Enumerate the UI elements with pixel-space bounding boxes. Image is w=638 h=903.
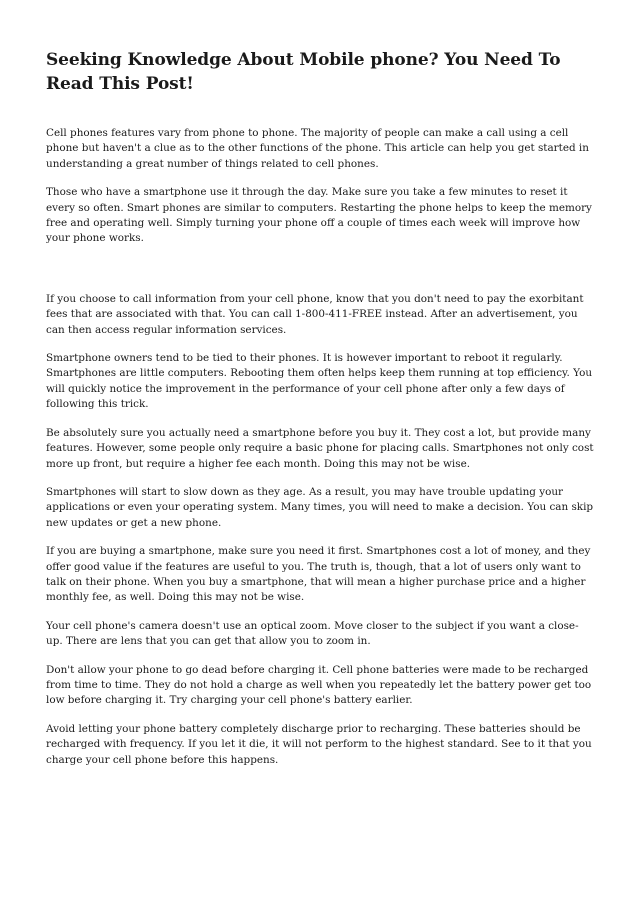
paragraph-3: If you choose to call information from your cell phone, know that you don't need to pay the exorbitant fees that are associated with that. You can call 1-800-411-FREE instead. After an advertisement, you can then access regular information services. [46,292,584,336]
paragraph-6: Smartphones will start to slow down as they age. As a result, you may have trouble updating your applications or even your operating system. Many times, you will need to make a decision. You can skip new updates or get a new phone. [46,485,594,529]
paragraph-1: Cell phones features vary from phone to phone. The majority of people can make a call using a cell phone but haven't a clue as to the other functions of the phone. This article can help you get started in understanding a great number of things related to cell phones. [46,127,589,170]
paragraph-9: Don't allow your phone to go dead before charging it. Cell phone batteries were made to be recharged from time to time. They do not hold a charge as well when you repeatedly let the battery power get too low before charging it. Try charging your cell phone's battery earlier. [46,663,592,707]
paragraph-5: Be absolutely sure you actually need a smartphone before you buy it. They cost a lot, but provide many features. However, some people only require a basic phone for placing calls. Smartphones not only cost more up front, but require a higher fee each month. Doing this may not be wise. [46,426,594,470]
paragraph-4: Smartphone owners tend to be tied to their phones. It is however important to reboot it regularly. Smartphones are little computers. Rebooting them often helps keep them running at top efficiency. You will quickly notice the improvement in the performance of your cell phone after only a few days of following this trick. [46,352,593,411]
paragraph-2: Those who have a smartphone use it through the day. Make sure you take a few minutes to reset it every so often. Smart phones are similar to computers. Restarting the phone helps to keep the memory free and operating well. Simply turning your phone off a couple of times each week will improve how your phone works. [46,186,592,245]
document-title: Seeking Knowledge About Mobile phone? You Need To Read This Post! [46,50,561,94]
paragraph-10: Avoid letting your phone battery completely discharge prior to recharging. These batteries should be recharged with frequency. If you let it die, it will not perform to the highest standard. See to it that you charge your cell phone before this happens. [46,722,592,766]
paragraph-8: Your cell phone's camera doesn't use an optical zoom. Move closer to the subject if you want a close-up. There are lens that you can get that allow you to zoom in. [46,619,579,648]
paragraph-7: If you are buying a smartphone, make sure you need it first. Smartphones cost a lot of money, and they offer good value if the features are useful to you. The truth is, though, that a lot of users only want to talk on their phone. When you buy a smartphone, that will mean a higher purchase price and a higher monthly fee, as well. Doing this may not be wise. [46,545,591,604]
document-page [46,48,594,781]
